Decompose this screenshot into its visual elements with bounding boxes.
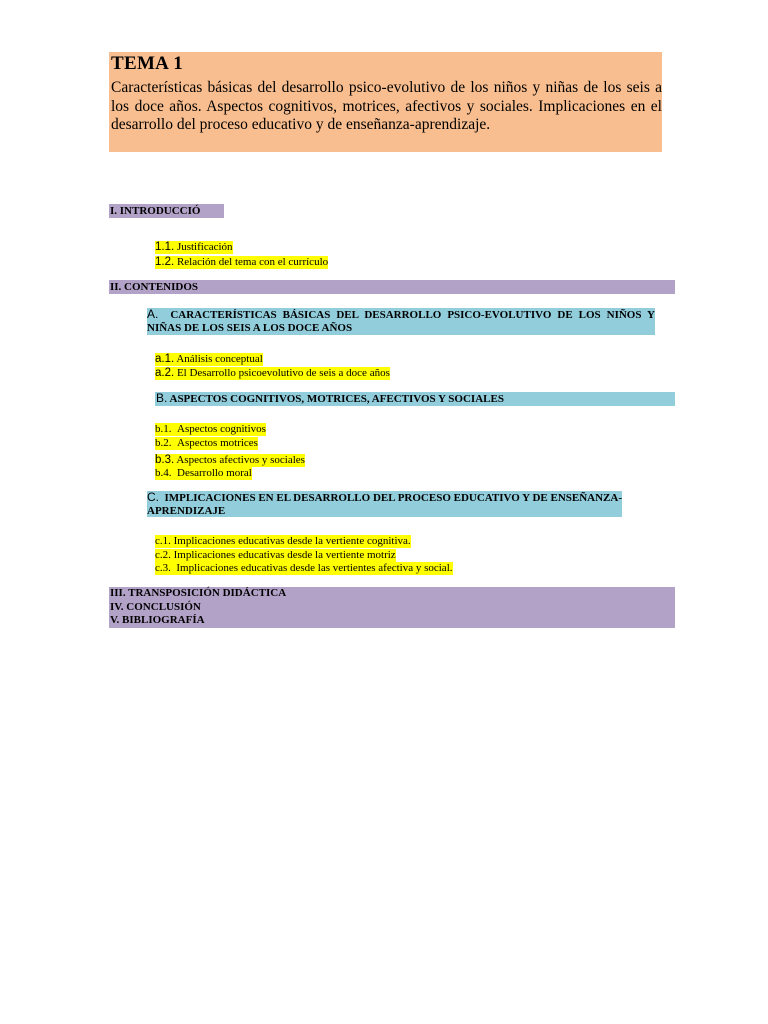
subheading-a: A. CARACTERÍSTICAS BÁSICAS DEL DESARROLLO PSICO-EVOLUTIVO DE LOS NIÑOS Y NIÑAS DE LOS SEIS A LOS DOCE AÑOS [147, 307, 655, 334]
section-introduccion: I. INTRODUCCIÓ [109, 204, 224, 218]
list-item: 1.2. Relación del tema con el currículo [155, 256, 329, 268]
list-item: b.3. Aspectos afectivos y sociales [155, 454, 305, 466]
section-transposicion: III. TRANSPOSICIÓN DIDÁCTICA [110, 587, 287, 599]
subheading-c: C. IMPLICACIONES EN EL DESARROLLO DEL PROCESO EDUCATIVO Y DE ENSEÑANZA-APRENDIZAJE [147, 490, 623, 517]
list-item: b.2. Aspectos motrices [155, 437, 258, 449]
list-item: c.3. Implicaciones educativas desde las vertientes afectiva y social. [155, 562, 453, 574]
tema-heading: TEMA 1 [111, 53, 184, 74]
title-block [109, 52, 662, 152]
tema-description: Características básicas del desarrollo psico-evolutivo de los niños y niñas de los seis a los doce años. Aspectos cognitivos, motrices, afectivos y sociales. Implicaciones en el desarrollo del proceso educativo y de enseñanza-aprendizaje. [111, 79, 662, 133]
list-item: c.1. Implicaciones educativas desde la vertiente cognitiva. [155, 535, 411, 547]
section-bibliografia: V. BIBLIOGRAFÍA [110, 614, 205, 627]
list-item: c.2. Implicaciones educativas desde la vertiente motriz [155, 549, 396, 561]
list-item: a.2. El Desarrollo psicoevolutivo de seis a doce años [155, 367, 390, 379]
list-item: b.1. Aspectos cognitivos [155, 423, 266, 435]
list-item: a.1. Análisis conceptual [155, 353, 263, 365]
list-item: b.4. Desarrollo moral [155, 467, 252, 479]
closing-sections [109, 587, 675, 628]
section-contenidos: II. CONTENIDOS [109, 280, 675, 294]
list-item: 1.1. Justificación [155, 241, 233, 253]
section-conclusion: IV. CONCLUSIÓN [110, 600, 201, 613]
subheading-b: B. ASPECTOS COGNITIVOS, MOTRICES, AFECTIVOS Y SOCIALES [155, 392, 675, 406]
